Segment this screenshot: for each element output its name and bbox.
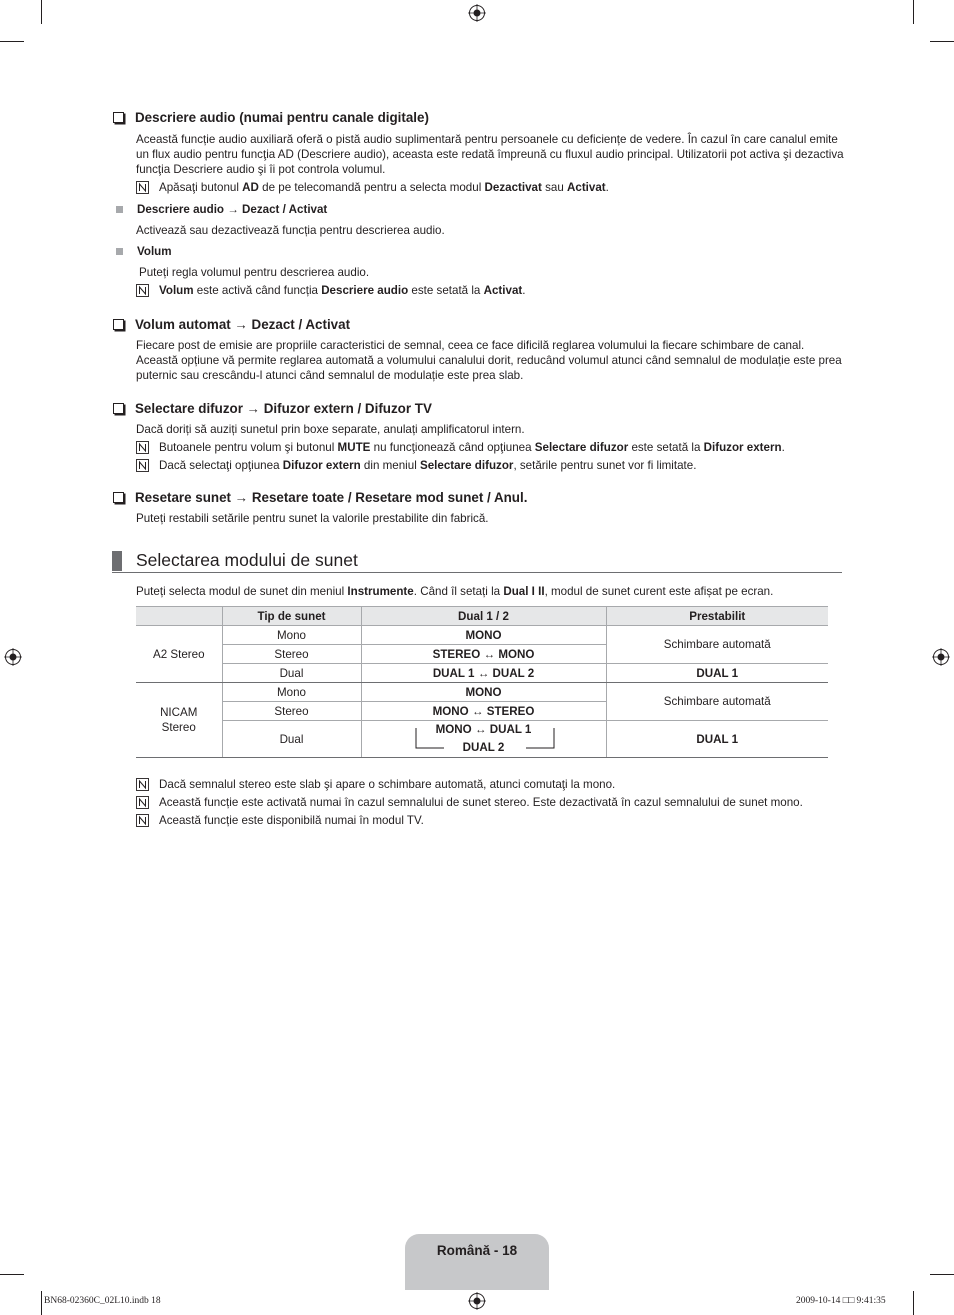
heading-text: Selectare difuzor → Difuzor extern / Difuzor TV xyxy=(135,401,432,416)
speaker-body: Dacă doriți să auziți sunetul prin boxe separate, anulați amplificatorul intern. xyxy=(136,423,525,436)
table-row xyxy=(136,683,828,702)
crop-mark xyxy=(41,0,42,24)
sound-mode-intro: Puteți selecta modul de sunet din meniul Instrumente. Când îl setați la Dual I II, modul de sunet curent este afișat pe ecran. xyxy=(136,585,774,598)
table-cell: Stereo xyxy=(222,702,361,721)
note-text: Volum este activă când funcția Descriere audio este setată la Activat. xyxy=(159,284,526,297)
heading-text: Descriere audio (numai pentru canale digitale) xyxy=(135,110,429,125)
reset-body: Puteți restabili setările pentru sunet la valorile prestabilite din fabrică. xyxy=(136,512,489,525)
checkbox-bullet-icon xyxy=(113,492,124,503)
table-cell: Stereo xyxy=(222,645,361,664)
square-bullet-icon xyxy=(116,248,123,255)
audio-description-body: Această funcție audio auxiliară oferă o pistă audio suplimentară pentru persoanele cu deficiențe de vedere. În cazul în care canalul emite un flux audio pentru funcţia AD (Descriere audio), aceasta este redată împreună cu fluxul audio principal. Utilizatorii pot activa şi dezactiva funcţia Descriere audio şi îi pot controla volumul. xyxy=(136,133,844,176)
table-cell: Schimbare automată xyxy=(606,683,828,721)
table-group-cell: A2 Stereo xyxy=(136,626,222,683)
note-text: Butoanele pentru volum şi butonul MUTE nu funcţionează când opţiunea Selectare difuzor este setată la Difuzor extern. xyxy=(159,441,785,454)
table-header-cell: Tip de sunet xyxy=(222,607,361,626)
heading-text: Resetare sunet → Resetare toate / Resetare mod sunet / Anul. xyxy=(135,490,528,505)
subitem-body: Activează sau dezactivează funcția pentru descrierea audio. xyxy=(136,224,445,237)
section-heading-auto-volume xyxy=(112,317,350,332)
crop-mark xyxy=(0,1274,24,1275)
auto-volume-body: Fiecare post de emisie are propriile caracteristici de semnal, ceea ce face dificilă reglarea volumului la fiecare schimbare de canal. Această opțiune vă permite reglarea automată a volumului canalului dorit, reducând volumul atunci când semnalul de modulație este prea puternic sau crescându-l atunci când semnalul de modulație este prea slab. xyxy=(136,339,842,382)
note-tv-only xyxy=(136,813,424,828)
crop-mark xyxy=(913,0,914,24)
registration-mark-icon xyxy=(4,648,22,666)
footer-file-name: BN68-02360C_02L10.indb 18 xyxy=(44,1296,161,1306)
heading-text: Volum automat → Dezact / Activat xyxy=(135,317,351,332)
note-audio-description xyxy=(136,180,609,195)
table-header-row xyxy=(136,607,828,626)
crop-mark xyxy=(41,1291,42,1315)
note-icon xyxy=(136,181,149,194)
note-icon xyxy=(136,284,149,297)
note-speaker-external xyxy=(136,458,696,473)
note-text: Dacă semnalul stereo este slab şi apare o schimbare automată, atunci comutaţi la mono. xyxy=(159,778,616,791)
registration-mark-icon xyxy=(468,4,486,22)
table-header-cell: Dual 1 / 2 xyxy=(361,607,606,626)
table-cell: DUAL 1 xyxy=(606,721,828,758)
table-cell: Mono xyxy=(222,626,361,645)
note-text: Această funcție este activată numai în cazul semnalului de sunet stereo. Este dezactivată în cazul semnalului de sunet mono. xyxy=(159,796,803,809)
registration-mark-icon xyxy=(932,648,950,666)
table-cell: DUAL 1 xyxy=(606,664,828,683)
subitem-audio-description-toggle: Descriere audio → Dezact / Activat xyxy=(116,203,327,216)
table-cell: MONO xyxy=(361,683,606,702)
table-cell: MONO ↔ DUAL 1 DUAL 2 xyxy=(361,721,606,758)
checkbox-bullet-icon xyxy=(113,319,124,330)
subitem-volume: Volum xyxy=(116,245,172,258)
table-cell: Dual xyxy=(222,721,361,758)
note-text: Această funcție este disponibilă numai în modul TV. xyxy=(159,814,424,827)
note-icon xyxy=(136,796,149,809)
note-icon xyxy=(136,778,149,791)
footer-timestamp: 2009-10-14 □□ 9:41:35 xyxy=(796,1296,886,1306)
note-icon xyxy=(136,441,149,454)
section-title-text: Selectarea modului de sunet xyxy=(136,550,358,570)
cycle-bracket-icon xyxy=(414,728,556,750)
checkbox-bullet-icon xyxy=(113,112,124,123)
note-volume xyxy=(136,283,526,298)
note-text: Dacă selectaţi opţiunea Difuzor extern din meniul Selectare difuzor, setările pentru sunet vor fi limitate. xyxy=(159,459,697,472)
table-header-cell: Prestabilit xyxy=(606,607,828,626)
table-row xyxy=(136,721,828,758)
note-icon xyxy=(136,459,149,472)
note-text: Apăsaţi butonul AD de pe telecomandă pentru a selecta modul Dezactivat sau Activat. xyxy=(159,181,609,194)
registration-mark-icon xyxy=(468,1292,486,1310)
sound-mode-table xyxy=(136,606,828,758)
checkbox-bullet-icon xyxy=(113,403,124,414)
page-number: Română - 18 xyxy=(436,1243,518,1258)
square-bullet-icon xyxy=(116,206,123,213)
crop-mark xyxy=(930,1274,954,1275)
table-header-cell xyxy=(136,607,222,626)
crop-mark xyxy=(930,41,954,42)
table-row xyxy=(136,626,828,645)
section-heading-speaker-select xyxy=(112,401,432,416)
crop-mark xyxy=(913,1291,914,1315)
table-group-cell: NICAM Stereo xyxy=(136,683,222,758)
table-cell: Mono xyxy=(222,683,361,702)
table-cell: MONO ↔ STEREO xyxy=(361,702,606,721)
table-cell: Schimbare automată xyxy=(606,626,828,664)
table-row xyxy=(136,664,828,683)
section-title-sound-mode xyxy=(112,550,842,573)
page-number-tab xyxy=(405,1234,549,1290)
table-cell: MONO xyxy=(361,626,606,645)
section-bar-icon xyxy=(112,551,122,571)
note-stereo-only xyxy=(136,795,803,810)
note-speaker-mute xyxy=(136,440,785,455)
table-cell: STEREO ↔ MONO xyxy=(361,645,606,664)
section-heading-audio-description xyxy=(112,110,429,125)
table-cell: Dual xyxy=(222,664,361,683)
crop-mark xyxy=(0,41,24,42)
note-mono-switch xyxy=(136,777,615,792)
table-cell: DUAL 1 ↔ DUAL 2 xyxy=(361,664,606,683)
note-icon xyxy=(136,814,149,827)
subitem-body: Puteți regla volumul pentru descrierea audio. xyxy=(139,266,370,279)
section-heading-reset-sound xyxy=(112,490,527,505)
